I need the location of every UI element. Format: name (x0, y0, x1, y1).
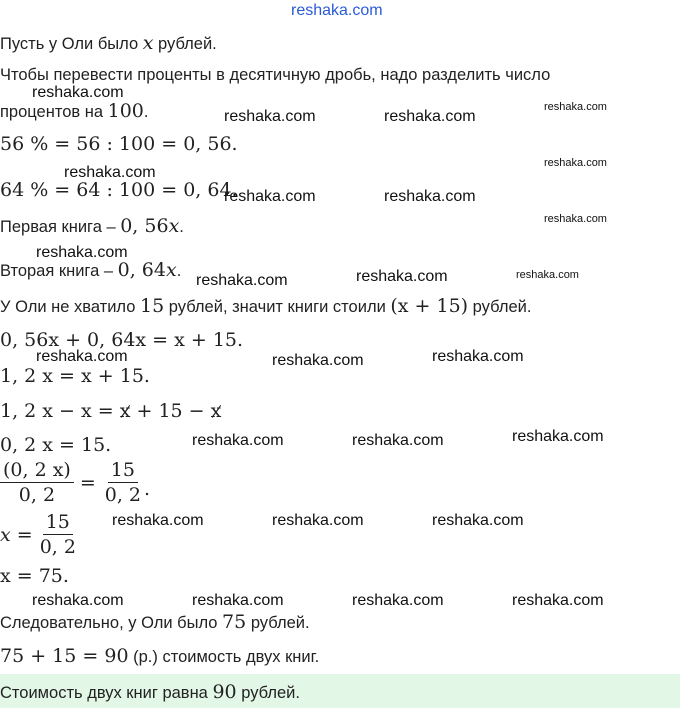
watermark: reshaka.com (432, 512, 524, 529)
line-7-num: 15 (140, 295, 165, 317)
watermark: reshaka.com (224, 188, 316, 205)
line-1-pre: Пусть у Оли было (0, 35, 143, 53)
fraction-2-denominator: 0, 2 (104, 484, 142, 506)
fraction-1-denominator: 0, 2 (18, 484, 56, 506)
fraction-3-numerator: 15 (43, 511, 73, 535)
line-5-pre: Первая книга – (0, 218, 121, 236)
math-line-9: 1, 2 x = x + 15. (0, 365, 150, 387)
watermark: reshaka.com (112, 512, 204, 529)
line-2b-pre: процентов на (0, 103, 108, 121)
line-7-mid: рублей, значит книги стоили (164, 298, 391, 316)
fraction-1 (0, 459, 74, 506)
line-15-post: рублей. (246, 614, 310, 632)
watermark: reshaka.com (196, 272, 288, 289)
watermark: reshaka.com (64, 164, 156, 181)
math-line-8: 0, 56x + 0, 64x = x + 15. (0, 329, 244, 351)
watermark: reshaka.com (544, 101, 607, 113)
fraction-2-numerator: 15 (108, 459, 138, 483)
watermark: reshaka.com (544, 157, 607, 169)
line-7-expr: (x + 15) (390, 295, 469, 317)
fraction-3-denominator: 0, 2 (39, 536, 76, 558)
watermark: reshaka.com (544, 213, 607, 225)
watermark: reshaka.com (32, 84, 124, 101)
watermark: reshaka.com (36, 348, 128, 365)
watermark: reshaka.com (432, 348, 524, 365)
watermark: reshaka.com (384, 188, 476, 205)
answer-num: 90 (212, 681, 237, 703)
answer-post: рублей. (236, 684, 300, 702)
watermark: reshaka.com (516, 269, 579, 281)
equals-sign: = (79, 471, 96, 494)
site-title[interactable]: reshaka.com (291, 2, 383, 19)
watermark: reshaka.com (192, 592, 284, 609)
watermark: reshaka.com (192, 432, 284, 449)
watermark: reshaka.com (512, 592, 604, 609)
line-16-expr: 75 + 15 = 90 (0, 645, 129, 667)
watermark: reshaka.com (352, 432, 444, 449)
math-line-11: 0, 2 x = 15. (0, 434, 112, 456)
line-5-var: x (168, 215, 180, 237)
math-line-3: 56 % = 56 : 100 = 0, 56. (0, 133, 238, 155)
math-line-14: x = 75. (0, 565, 69, 587)
math-line-4: 64 % = 64 : 100 = 0, 64. (0, 179, 238, 201)
text-line-15 (0, 611, 310, 633)
text-line-5 (0, 215, 184, 237)
line-1-post: рублей. (153, 35, 217, 53)
text-line-2a: Чтобы перевести проценты в десятичную дробь, надо разделить число (0, 66, 551, 84)
answer-box (0, 674, 680, 708)
fraction-1-numerator: (0, 2 x) (0, 459, 74, 483)
math-line-13 (0, 511, 79, 558)
text-line-16 (0, 645, 319, 667)
text-line-2b (0, 100, 148, 122)
fraction-3 (37, 511, 79, 558)
text-line-7 (0, 295, 531, 317)
line-16-post: (р.) стоимость двух книг. (128, 648, 320, 666)
watermark: reshaka.com (32, 592, 124, 609)
line-15-pre: Следовательно, у Оли было (0, 614, 223, 632)
line-13-lhs: x = (0, 523, 33, 546)
watermark: reshaka.com (352, 592, 444, 609)
text-line-6 (0, 259, 181, 281)
line-5-post: . (179, 218, 184, 236)
line-6-num: 0, 64 (117, 259, 166, 281)
math-line-10 (0, 400, 221, 422)
answer-pre: Стоимость двух книг равна (0, 684, 213, 702)
line-7-post: рублей. (468, 298, 532, 316)
line-10-cancelled-x-1: x (119, 400, 131, 422)
line-15-num: 75 (222, 611, 247, 633)
watermark: reshaka.com (384, 108, 476, 125)
line-7-pre: У Оли не хватило (0, 298, 141, 316)
watermark: reshaka.com (512, 428, 604, 445)
fraction-2 (102, 459, 144, 506)
line-6-pre: Вторая книга – (0, 262, 118, 280)
line-12-post: . (144, 478, 151, 500)
line-2b-post: . (143, 103, 149, 121)
watermark: reshaka.com (272, 352, 364, 369)
watermark: reshaka.com (36, 244, 128, 261)
line-10-a: 1, 2 x − x = (0, 400, 120, 422)
answer-text (0, 681, 300, 703)
line-1-var: x (142, 32, 154, 54)
watermark: reshaka.com (224, 108, 316, 125)
line-6-var: x (165, 259, 177, 281)
line-6-post: . (176, 262, 182, 280)
line-5-num: 0, 56 (120, 215, 169, 237)
watermark: reshaka.com (356, 268, 448, 285)
math-line-12 (0, 459, 150, 506)
text-line-1 (0, 32, 217, 54)
watermark: reshaka.com (272, 512, 364, 529)
line-10-c: + 15 − (130, 400, 211, 422)
line-10-cancelled-x-2: x (210, 400, 222, 422)
line-2b-num: 100 (107, 100, 144, 122)
